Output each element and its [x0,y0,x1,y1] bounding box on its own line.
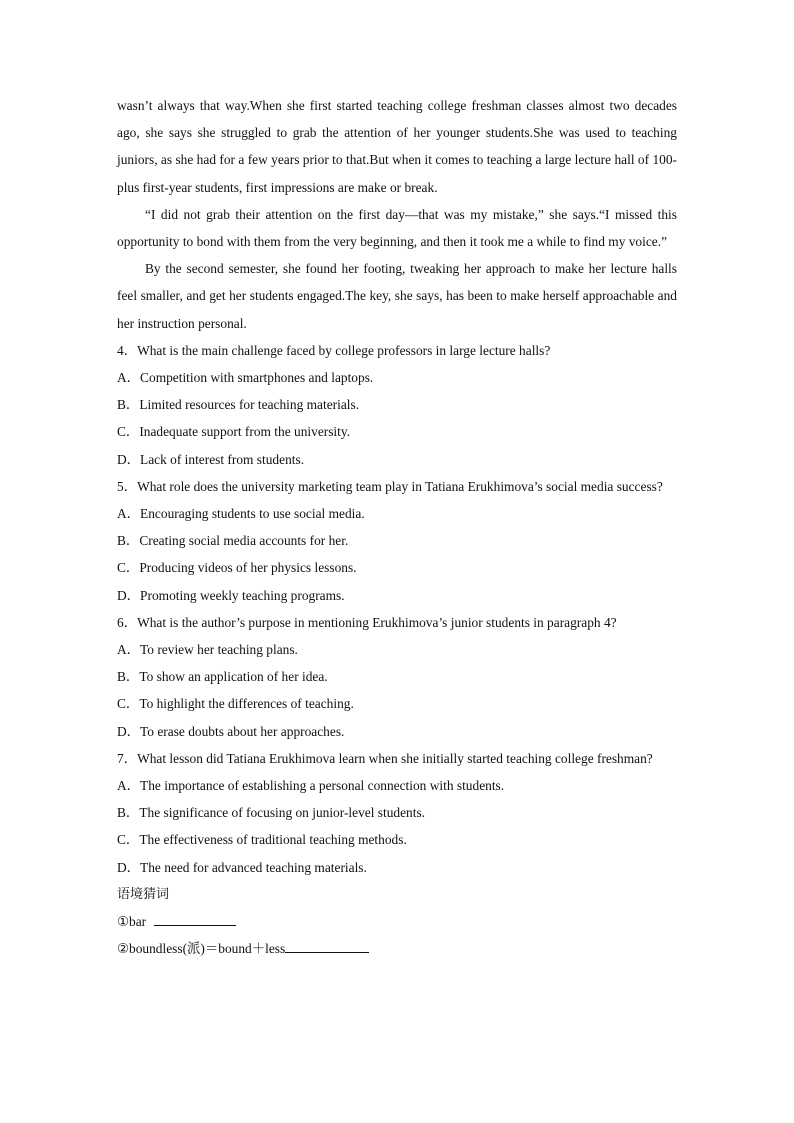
question-option: A．Encouraging students to use social media. [117,506,365,522]
question-option: B．Creating social media accounts for her. [117,533,349,549]
question-stem: 7．What lesson did Tatiana Erukhimova learn when she initially started teaching college freshman? [117,750,653,766]
passage-paragraph-2: “I did not grab their attention on the first day—that was my mistake,” she says.“I missed this opportunity to bond with them from the very beginning, and then it took me a while to find my voice.” [117,206,677,250]
document-content [117,92,677,963]
question-option: C．To highlight the differences of teaching. [117,696,354,712]
vocab-item-text: ①bar [117,914,147,930]
question-4 [117,337,677,473]
question-option: A．The importance of establishing a personal connection with students. [117,778,505,794]
question-option: C．Inadequate support from the university. [117,424,351,440]
question-option: D．Lack of interest from students. [117,451,305,467]
question-option: C．The effectiveness of traditional teaching methods. [117,832,407,848]
vocab-section-title: 语境猜词 [117,886,170,902]
passage-paragraph-3: By the second semester, she found her footing, tweaking her approach to make her lecture halls feel smaller, and get her students engaged.The key, she says, has been to make herself approachable and her instruction personal. [117,261,677,331]
vocab-item-text: ②boundless(派)＝bound＋less [117,941,286,957]
question-option: D．The need for advanced teaching materials. [117,859,367,875]
question-stem: 6．What is the author’s purpose in mentioning Erukhimova’s junior students in paragraph 4? [117,614,617,630]
question-7 [117,745,677,881]
passage-paragraph-1: wasn’t always that way.When she first started teaching college freshman classes almost two decades ago, she says she struggled to grab the attention of her younger students.She was used to teaching juniors, as she had for a few years prior to that.But when it comes to teaching a large lecture hall of 100-plus first-year students, first impressions are make or break. [117,98,677,195]
question-option: A．Competition with smartphones and laptops. [117,370,374,386]
question-5 [117,473,677,609]
vocab-item-1 [117,908,677,935]
answer-blank[interactable] [154,913,236,926]
question-option: B．To show an application of her idea. [117,669,328,685]
question-6 [117,609,677,745]
vocab-item-2 [117,935,677,962]
question-option: C．Producing videos of her physics lessons. [117,560,357,576]
question-option: D．Promoting weekly teaching programs. [117,587,345,603]
answer-blank[interactable] [285,940,369,953]
question-option: D．To erase doubts about her approaches. [117,723,345,739]
question-option: A．To review her teaching plans. [117,642,298,658]
question-stem: 5．What role does the university marketing team play in Tatiana Erukhimova’s social media success? [117,478,663,494]
question-stem: 4．What is the main challenge faced by college professors in large lecture halls? [117,342,551,358]
question-option: B．The significance of focusing on junior-level students. [117,805,426,821]
question-option: B．Limited resources for teaching materials. [117,397,360,413]
